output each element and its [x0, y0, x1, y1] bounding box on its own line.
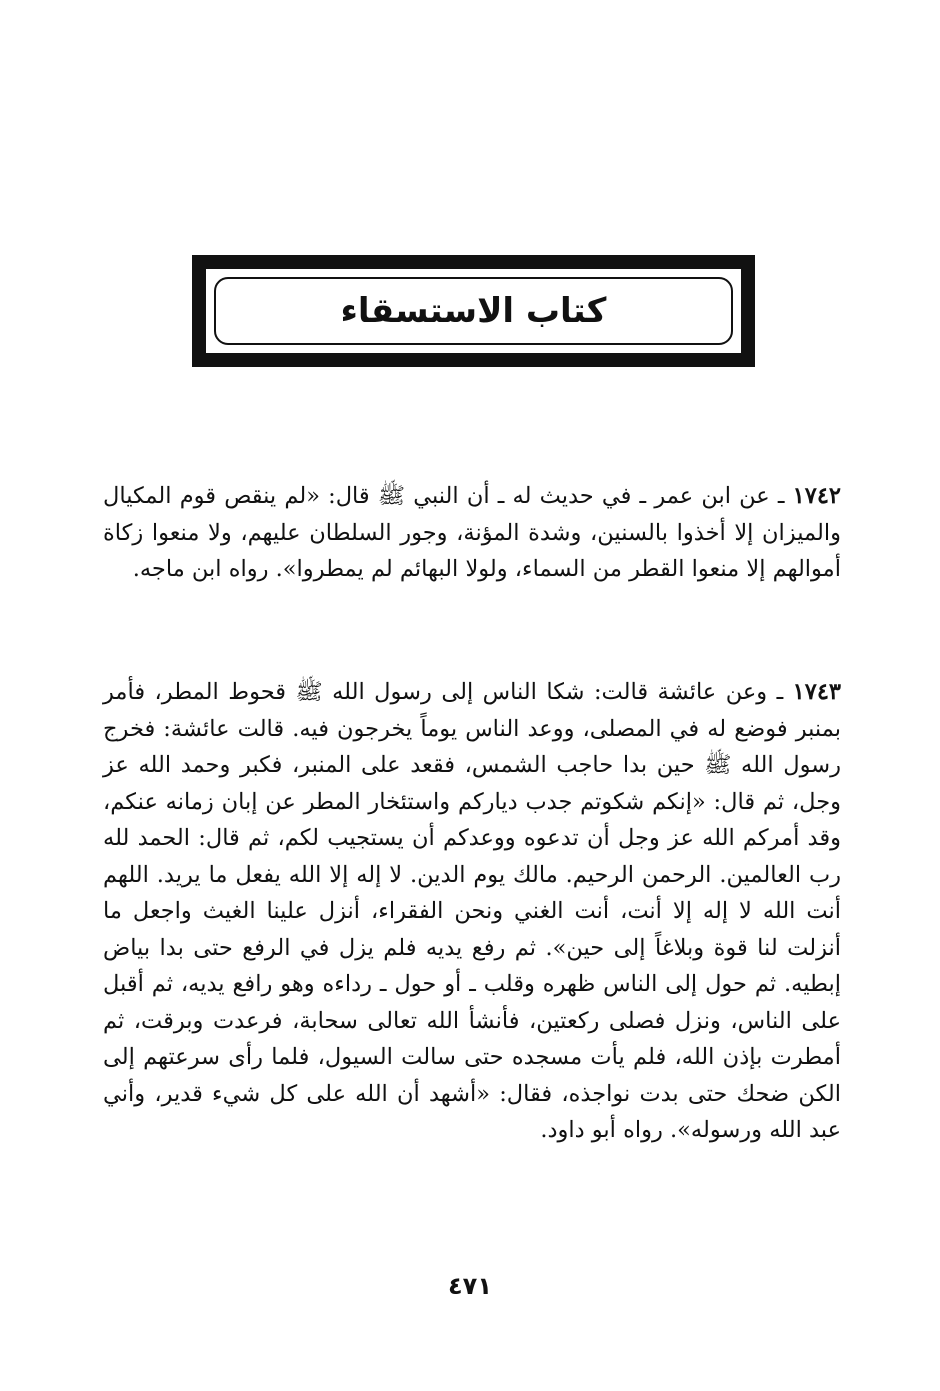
hadith-paragraph — [103, 478, 841, 588]
page-number: ٤٧١ — [448, 1272, 492, 1300]
hadith-paragraph — [103, 674, 841, 1149]
frame-corner-ornament — [196, 353, 206, 363]
frame-corner-ornament — [741, 353, 751, 363]
hadith-text: ـ وعن عائشة قالت: شكا الناس إلى رسول الله ﷺ قحوط المطر، فأمر بمنبر فوضع له في المصلى، ووعد الناس يوماً يخرجون فيه. قالت عائشة: فخرج رسول الله ﷺ حين بدا حاجب الشمس، فقعد على المنبر، فكبر وحمد الله عز وجل، ثم قال: «إنكم شكوتم جدب دياركم واستئخار المطر عن إبان زمانه عنكم، وقد أمركم الله عز وجل أن تدعوه ووعدكم أن يستجيب لكم، ثم قال: الحمد لله رب العالمين. الرحمن الرحيم. مالك يوم الدين. لا إله إلا الله يفعل ما يريد. اللهم أنت الله لا إله إلا أنت، أنت الغني ونحن الفقراء، أنزل علينا الغيث واجعل ما أنزلت لنا قوة وبلاغاً إلى حين». ثم رفع يديه فلم يزل في الرفع حتى بدا بياض إبطيه. ثم حول إلى الناس ظهره وقلب ـ أو حول ـ رداءه وهو رافع يديه، ثم أقبل على الناس، ونزل فصلى ركعتين، فأنشأ الله تعالى سحابة، فرعدت وبرقت، ثم أمطرت بإذن الله، فلم يأت مسجده حتى سالت السيول، فلما رأى سرعتهم إلى الكن ضحك حتى بدت نواجذه، فقال: «أشهد أن الله على كل شيء قدير، وأني عبد الله ورسوله». رواه أبو داود. — [103, 679, 841, 1143]
chapter-title-panel — [206, 269, 741, 353]
hadith-number: ١٧٤٢ — [792, 483, 841, 509]
chapter-title-frame — [192, 255, 755, 367]
hadith-text: ـ عن ابن عمر ـ في حديث له ـ أن النبي ﷺ قال: «لم ينقص قوم المكيال والميزان إلا أخذوا بالسنين، وشدة المؤنة، وجور السلطان عليهم، ولا منعوا زكاة أموالهم إلا منعوا القطر من السماء، ولولا البهائم لم يمطروا». رواه ابن ماجه. — [103, 483, 841, 582]
chapter-title: كتاب الاستسقاء — [340, 291, 607, 331]
frame-corner-ornament — [196, 259, 206, 269]
hadith-number: ١٧٤٣ — [792, 679, 841, 705]
frame-corner-ornament — [741, 259, 751, 269]
chapter-title-border — [214, 277, 733, 345]
